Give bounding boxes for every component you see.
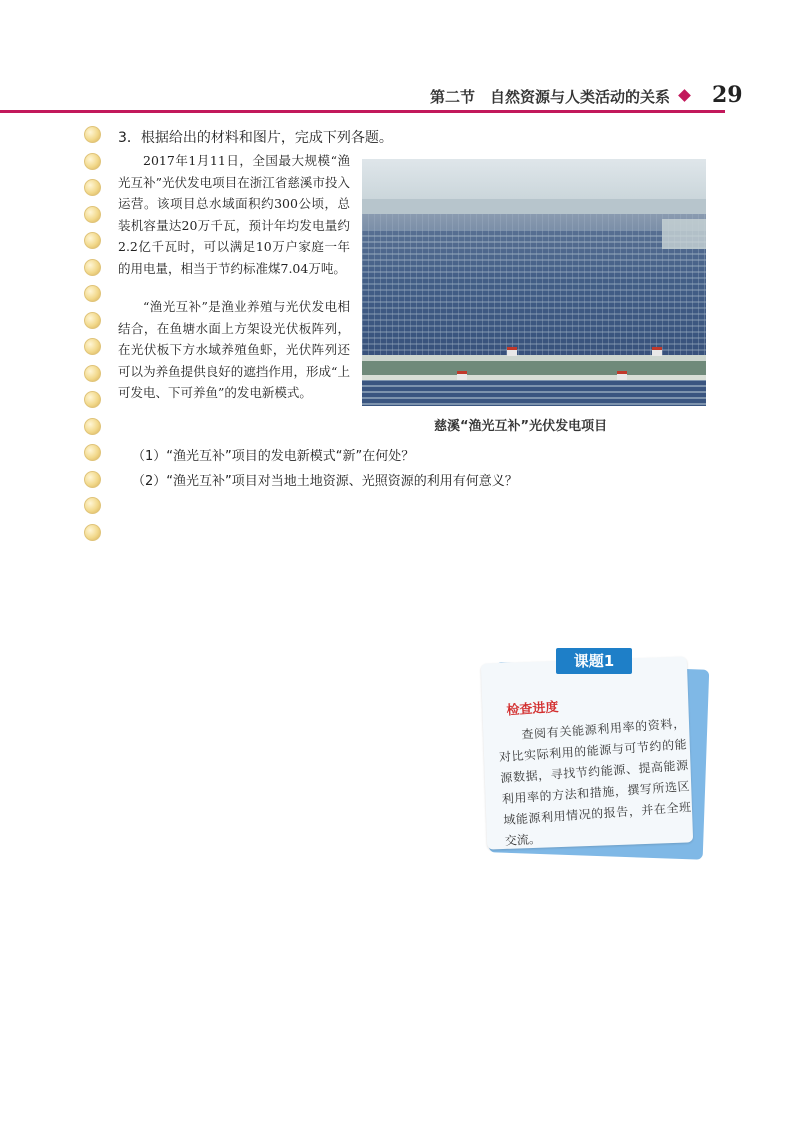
margin-dot-icon (84, 418, 101, 435)
material-paragraph-2: “渔光互补”是渔业养殖与光伏发电相结合，在鱼塘水面上方架设光伏板阵列，在光伏板下方水域养殖鱼虾，光伏阵列还可以为养鱼提供良好的遮挡作用，形成“上可发电、下可养鱼”的发电新模式。 (118, 299, 350, 400)
margin-dot-icon (84, 126, 101, 143)
margin-dots (84, 126, 104, 550)
margin-dot-icon (84, 232, 101, 249)
question-title: 3．根据给出的材料和图片，完成下列各题。 (118, 130, 393, 146)
topic-card-tab: 课题1 (556, 648, 632, 674)
margin-dot-icon (84, 524, 101, 541)
margin-dot-icon (84, 444, 101, 461)
margin-dot-icon (84, 312, 101, 329)
solar-farm-photo (362, 159, 706, 406)
material-paragraph-1: 2017年1月11日，全国最大规模“渔光互补”光伏发电项目在浙江省慈溪市投入运营。该项目总水域面积约300公顷，总装机容量达20万千瓦，预计年均发电量约2.2亿千瓦时，可以满足10万户家庭一年的用电量，相当于节约标准煤7.04万吨。 (118, 153, 350, 276)
running-header-title: 第二节 自然资源与人类活动的关系 (430, 88, 671, 106)
margin-dot-icon (84, 338, 101, 355)
margin-dot-icon (84, 259, 101, 276)
margin-dot-icon (84, 497, 101, 514)
margin-dot-icon (84, 365, 101, 382)
topic-card-heading: 检查进度 (506, 700, 559, 719)
margin-dot-icon (84, 471, 101, 488)
sub-question-1: （1）“渔光互补”项目的发电新模式“新”在何处？ (132, 449, 415, 464)
sub-question-2: （2）“渔光互补”项目对当地土地资源、光照资源的利用有何意义？ (132, 474, 518, 489)
topic-card (484, 648, 704, 858)
margin-dot-icon (84, 391, 101, 408)
photo-caption: 慈溪“渔光互补”光伏发电项目 (434, 419, 608, 434)
topic-card-body: 查阅有关能源利用率的资料，对比实际利用的能源与可节约的能源数据，寻找节约能源、提高能源利用率的方法和措施，撰写所选区域能源利用情况的报告，并在全班交流。 (498, 716, 692, 849)
topic-card-panel (481, 656, 693, 849)
page-number: 29 (712, 82, 743, 108)
margin-dot-icon (84, 285, 101, 302)
margin-dot-icon (84, 206, 101, 223)
margin-dot-icon (84, 179, 101, 196)
margin-dot-icon (84, 153, 101, 170)
header-rule (0, 110, 725, 113)
